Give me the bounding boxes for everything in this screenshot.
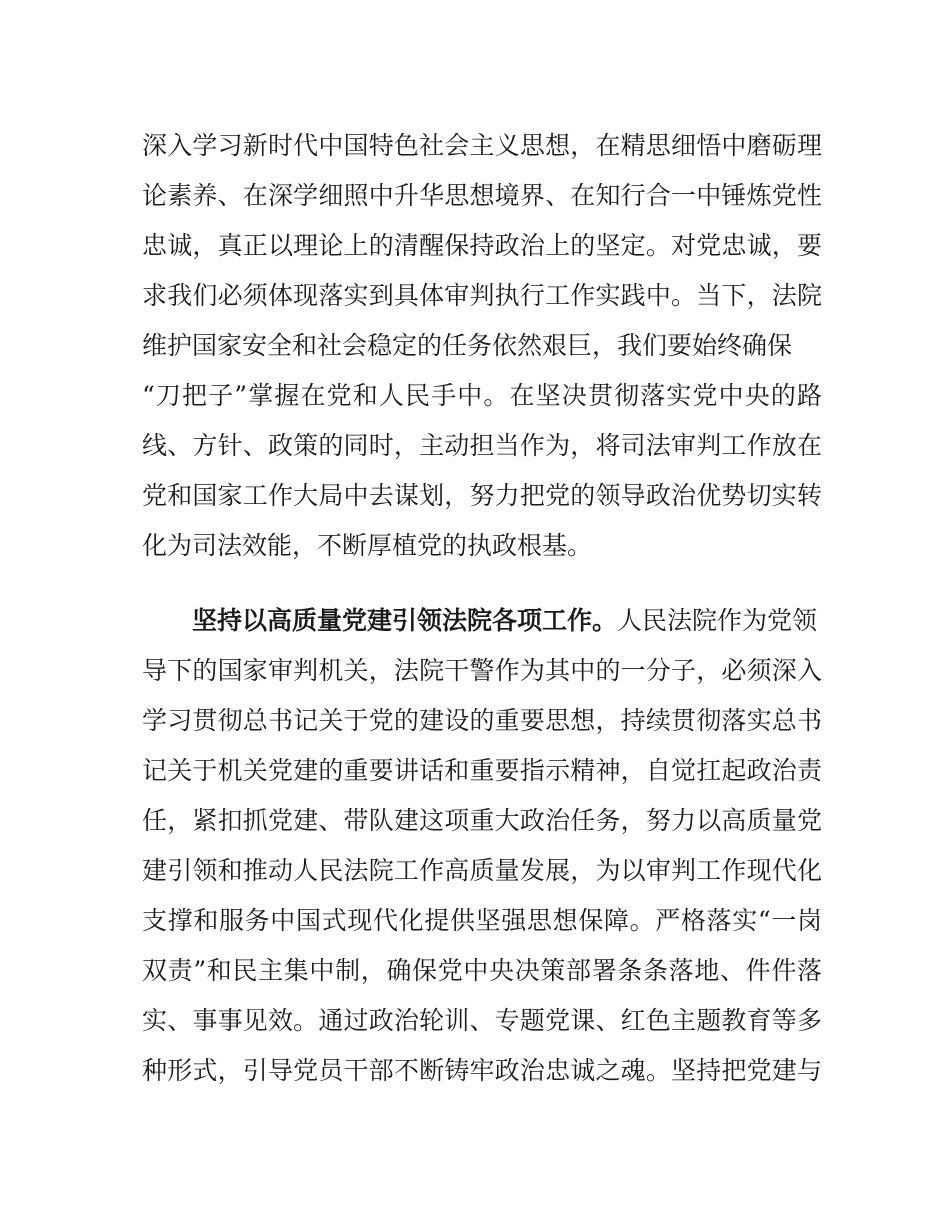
text-line: 导下的国家审判机关，法院干警作为其中的一分子，必须深入 (142, 656, 822, 685)
paragraph-heading: 坚持以高质量党建引领法院各项工作。 (192, 606, 618, 635)
text-line: 忠诚，真正以理论上的清醒保持政治上的坚定。对党忠诚，要 (142, 231, 822, 260)
text-line: 深入学习新时代中国特色社会主义思想，在精思细悟中磨砺理 (142, 131, 822, 160)
text-line: 双责”和民主集中制，确保党中央决策部署条条落地、件件落 (142, 956, 822, 985)
text-line: 化为司法效能，不断厚植党的执政根基。 (142, 531, 593, 560)
text-line: 实、事事见效。通过政治轮训、专题党课、红色主题教育等多 (142, 1006, 822, 1035)
first-text-line (142, 596, 822, 646)
text-line: 维护国家安全和社会稳定的任务依然艰巨，我们要始终确保 (142, 331, 793, 360)
text-line: 党和国家工作大局中去谋划，努力把党的领导政治优势切实转 (142, 481, 822, 510)
paragraph-2 (142, 596, 822, 1096)
text-line: 记关于机关党建的重要讲话和重要指示精神，自觉扛起政治责 (142, 756, 822, 785)
text-line: 任，紧扣抓党建、带队建这项重大政治任务，努力以高质量党 (142, 806, 822, 835)
paragraph-spacer (142, 571, 822, 596)
text-line: 线、方针、政策的同时，主动担当作为，将司法审判工作放在 (142, 431, 822, 460)
text-line: 种形式，引导党员干部不断铸牢政治忠诚之魂。坚持把党建与 (142, 1056, 822, 1085)
text-line: “刀把子”掌握在党和人民手中。在坚决贯彻落实党中央的路 (142, 381, 822, 410)
document-body (142, 121, 822, 1096)
text-line: 论素养、在深学细照中升华思想境界、在知行合一中锤炼党性 (142, 181, 822, 210)
text-line: 求我们必须体现落实到具体审判执行工作实践中。当下，法院 (142, 281, 822, 310)
paragraph-1 (142, 121, 822, 571)
heading-continuation: 人民法院作为党领 (617, 606, 818, 635)
text-line: 建引领和推动人民法院工作高质量发展，为以审判工作现代化 (142, 856, 822, 885)
text-line: 学习贯彻总书记关于党的建设的重要思想，持续贯彻落实总书 (142, 706, 822, 735)
text-line: 支撑和服务中国式现代化提供坚强思想保障。严格落实“一岗 (142, 906, 822, 935)
